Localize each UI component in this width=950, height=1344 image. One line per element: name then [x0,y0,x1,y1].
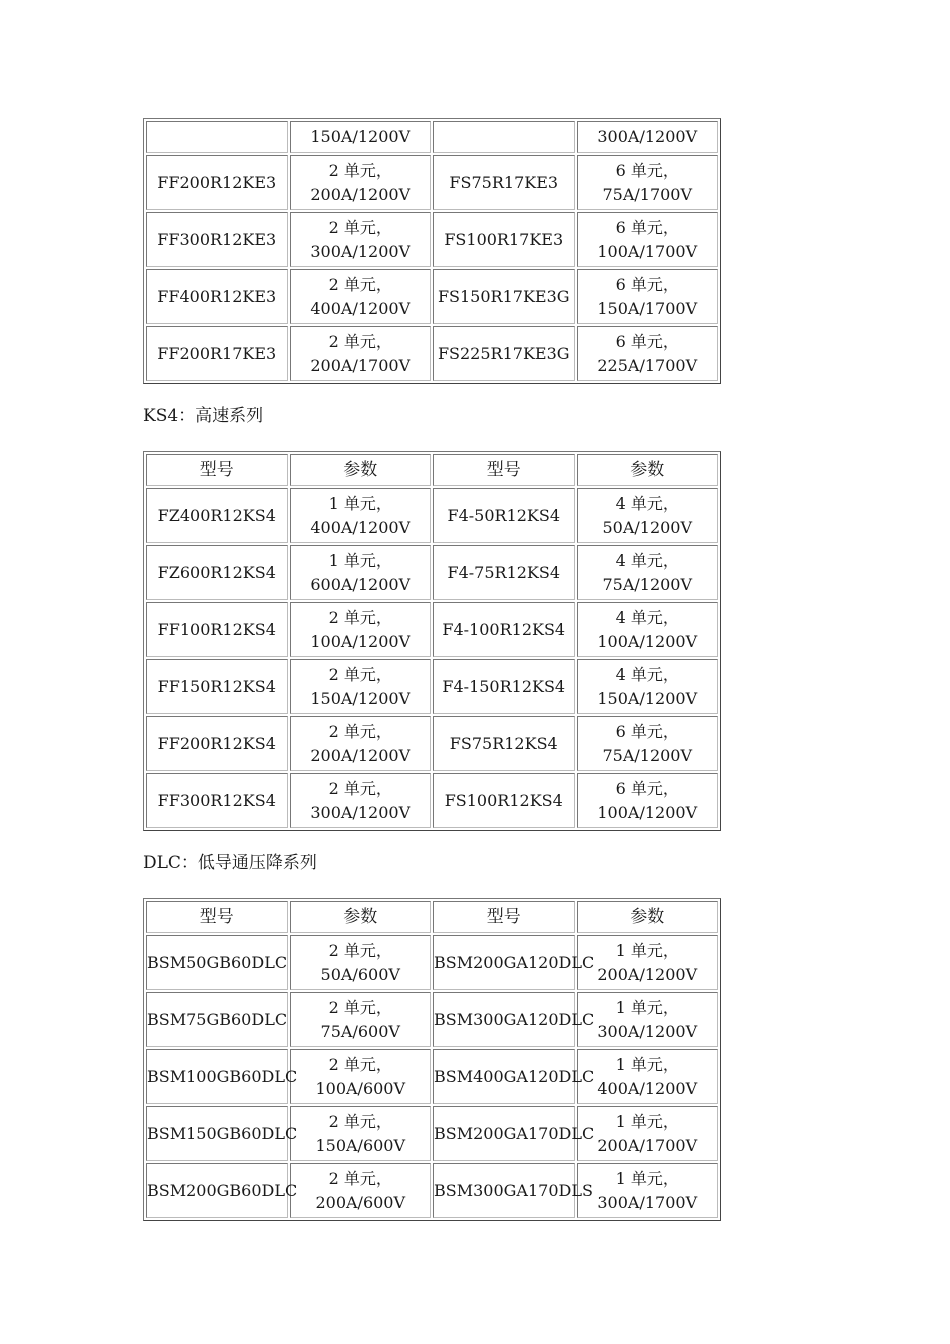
param-cell [290,212,432,267]
param-cell [577,1049,719,1104]
param-line: 75A/1200V [602,574,693,594]
model-cell: FF200R12KE3 [146,155,288,210]
param-line: 100A/1200V [310,631,411,651]
model-cell: FS100R12KS4 [433,773,575,828]
param-line: 400A/1200V [310,298,411,318]
param-line: 200A/1200V [310,184,411,204]
param-line: 300A/1700V [597,1192,698,1212]
param-line: 400A/1200V [310,517,411,537]
param-line: 50A/1200V [602,517,693,537]
param-line: 50A/600V [320,964,400,984]
param-line: 1 单元， [615,997,679,1017]
param-cell [290,326,432,381]
ke3-spec-table [143,118,721,384]
param-cell [290,1163,432,1218]
model-cell: FF300R12KS4 [146,773,288,828]
param-line: 100A/1200V [597,802,698,822]
dlc-spec-table [143,898,721,1221]
param-cell [577,659,719,714]
param-line: 75A/1700V [602,184,693,204]
param-line: 400A/1200V [597,1078,698,1098]
table-row [146,1106,718,1161]
table-row [146,1049,718,1104]
model-cell: BSM300GA120DLC [433,992,575,1047]
param-cell [577,488,719,543]
param-line: 2 单元， [328,274,392,294]
model-cell: BSM300GA170DLS [433,1163,575,1218]
param-line: 6 单元， [615,721,679,741]
param-line: 2 单元， [328,997,392,1017]
table-header-row [146,454,718,486]
param-line: 2 单元， [328,160,392,180]
ks4-spec-table [143,451,721,831]
param-line: 2 单元， [328,331,392,351]
table-row [146,1163,718,1218]
param-line: 150A/1200V [310,688,411,708]
param-cell [577,935,719,990]
param-line: 200A/1200V [310,745,411,765]
model-cell: FS150R17KE3G [433,269,575,324]
param-cell [577,545,719,600]
param-cell [577,773,719,828]
param-line: 6 单元， [615,217,679,237]
column-header: 型号 [146,901,288,933]
param-cell [290,716,432,771]
param-line: 6 单元， [615,331,679,351]
section-title-dlc: DLC：低导通压降系列 [143,853,317,873]
param-line: 4 单元， [615,550,679,570]
model-cell: FZ600R12KS4 [146,545,288,600]
param-cell [577,992,719,1047]
param-cell [577,326,719,381]
param-cell [577,155,719,210]
param-cell [290,935,432,990]
model-cell: BSM200GA170DLC [433,1106,575,1161]
model-cell: F4-50R12KS4 [433,488,575,543]
param-cell [290,488,432,543]
table-cell [433,121,575,153]
param-cell [290,1049,432,1104]
param-line: 2 单元， [328,721,392,741]
column-header: 参数 [290,454,432,486]
param-line: 2 单元， [328,1168,392,1188]
param-line: 2 单元， [328,1054,392,1074]
model-cell: F4-100R12KS4 [433,602,575,657]
param-line: 6 单元， [615,274,679,294]
table-row [146,326,718,381]
model-cell: BSM200GB60DLC [146,1163,288,1218]
table-row [146,212,718,267]
model-cell: BSM150GB60DLC [146,1106,288,1161]
param-line: 4 单元， [615,664,679,684]
model-cell: FS225R17KE3G [433,326,575,381]
table-row [146,935,718,990]
param-line: 200A/1700V [310,355,411,375]
param-line: 200A/1200V [597,964,698,984]
model-cell: FS75R12KS4 [433,716,575,771]
column-header: 参数 [577,901,719,933]
table-row [146,269,718,324]
param-line: 4 单元， [615,493,679,513]
param-cell [290,155,432,210]
param-line: 2 单元， [328,778,392,798]
model-cell: BSM100GB60DLC [146,1049,288,1104]
param-line: 200A/600V [315,1192,406,1212]
model-cell: FF200R12KS4 [146,716,288,771]
param-cell [290,659,432,714]
param-line: 150A/1200V [597,688,698,708]
model-cell: FF150R12KS4 [146,659,288,714]
param-line: 2 单元， [328,940,392,960]
model-cell: FF300R12KE3 [146,212,288,267]
param-line: 2 单元， [328,217,392,237]
model-cell: FZ400R12KS4 [146,488,288,543]
param-cell [290,1106,432,1161]
table-row [146,659,718,714]
table-row [146,992,718,1047]
param-line: 2 单元， [328,607,392,627]
param-cell [290,545,432,600]
param-line: 100A/1700V [597,241,698,261]
column-header: 参数 [577,454,719,486]
param-cell [577,602,719,657]
section-title-ks4: KS4：高速系列 [143,406,264,426]
param-line: 6 单元， [615,778,679,798]
column-header: 型号 [433,901,575,933]
param-cell [577,1106,719,1161]
model-cell: F4-150R12KS4 [433,659,575,714]
column-header: 型号 [146,454,288,486]
param-cell [577,212,719,267]
param-line: 75A/1200V [602,745,693,765]
param-line: 300A/1200V [597,1021,698,1041]
param-line: 4 单元， [615,607,679,627]
param-cell [290,602,432,657]
param-line: 1 单元， [615,1168,679,1188]
param-cell [290,773,432,828]
table-cell: 300A/1200V [577,121,719,153]
model-cell: FS100R17KE3 [433,212,575,267]
param-line: 200A/1700V [597,1135,698,1155]
model-cell: BSM50GB60DLC [146,935,288,990]
model-cell: F4-75R12KS4 [433,545,575,600]
column-header: 型号 [433,454,575,486]
param-line: 150A/1700V [597,298,698,318]
model-cell: BSM400GA120DLC [433,1049,575,1104]
model-cell: BSM75GB60DLC [146,992,288,1047]
model-cell: BSM200GA120DLC [433,935,575,990]
param-line: 1 单元， [615,1111,679,1131]
param-line: 2 单元， [328,1111,392,1131]
param-line: 75A/600V [320,1021,400,1041]
param-cell [577,716,719,771]
table-header-row [146,901,718,933]
param-line: 2 单元， [328,664,392,684]
param-cell [290,269,432,324]
table-row [146,545,718,600]
param-cell [577,1163,719,1218]
param-line: 225A/1700V [597,355,698,375]
param-line: 6 单元， [615,160,679,180]
table-row [146,121,718,153]
table-row [146,716,718,771]
param-cell [290,992,432,1047]
column-header: 参数 [290,901,432,933]
param-line: 600A/1200V [310,574,411,594]
model-cell: FS75R17KE3 [433,155,575,210]
param-line: 150A/600V [315,1135,406,1155]
param-line: 1 单元， [615,1054,679,1074]
model-cell: FF400R12KE3 [146,269,288,324]
param-line: 1 单元， [615,940,679,960]
param-line: 1 单元， [328,550,392,570]
model-cell: FF200R17KE3 [146,326,288,381]
table-row [146,488,718,543]
param-line: 300A/1200V [310,241,411,261]
table-cell: 150A/1200V [290,121,432,153]
table-row [146,602,718,657]
model-cell: FF100R12KS4 [146,602,288,657]
table-row [146,773,718,828]
param-line: 100A/1200V [597,631,698,651]
param-line: 100A/600V [315,1078,406,1098]
param-line: 300A/1200V [310,802,411,822]
param-cell [577,269,719,324]
table-row [146,155,718,210]
table-cell [146,121,288,153]
param-line: 1 单元， [328,493,392,513]
